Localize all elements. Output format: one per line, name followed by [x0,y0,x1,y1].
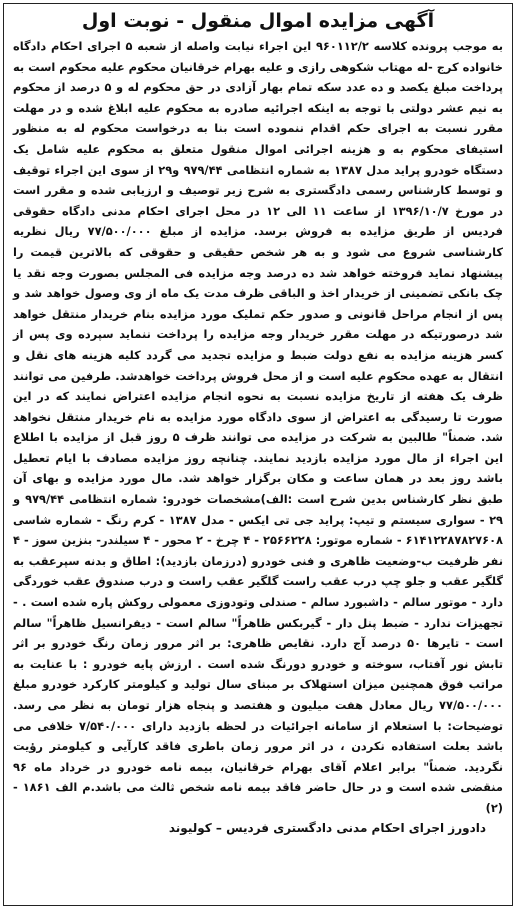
notice-body: به موجب پرونده کلاسه ۹۶۰۱۱۲/۲ این اجراء نیابت واصله از شعبه ۵ اجرای احکام دادگاه خانواده کرج -له مهتاب شکوهی رازی و علیه بهرام خرقانیان محکوم علیه محکوم است به پرداخت مبلغ یکصد و ده عدد سکه تمام بهار آزادی در حق محکوم له و ۵ درصد از محکوم به نیم عشر دولتی با توجه به اینکه اجرائیه صادره به محکوم علیه ابلاغ شده و در مهلت مقرر نسبت به اجرای حکم اقدام ننموده است بنا به درخواست محکوم له به منظور استیفای محکوم به و هزینه اجرائی اموال منقول متعلق به محکوم علیه شامل یک دستگاه خودرو پراید مدل ۱۳۸۷ به شماره انتظامی ۹۷۹/۴۴ و۲۹ از سوی این اجراء توقیف و توسط کارشناس رسمی دادگستری به شرح زیر توصیف و ارزیابی شده و مقرر است در مورخ ۱۳۹۶/۱۰/۷ از ساعت ۱۱ الی ۱۲ در محل اجرای احکام مدنی دادگاه حقوقی فردیس از طریق مزایده به فروش برسد. مزایده از مبلغ ۷۷/۵۰۰/۰۰۰ ریال نظریه کارشناسی شروع می شود و به هر شخص حقیقی و حقوقی که بالاترین قیمت را پیشنهاد نماید فروخته خواهد شد ده درصد وجه مزایده فی المجلس بصورت وجه نقد یا چک بانکی تضمینی از خریدار اخذ و الباقی ظرف مدت یک ماه از وی وصول خواهد شد و پس از انجام مراحل قانونی و صدور حکم تملیک مورد مزایده بنام خریدار منتقل خواهد شد درصورتیکه در مهلت مقرر خریدار وجه مزایده را پرداخت ننماید سپرده وی پس از کسر هزینه مزایده به نفع دولت ضبط و مزایده تجدید می گردد کلیه هزینه های نقل و انتقال به عهده محکوم علیه است و از محل فروش پرداخت خواهدشد. طرفین می توانند ظرف یک هفته از تاریخ مزایده نسبت به نحوه انجام مزایده اعتراض نمایند که در این صورت تا رسیدگی به اعتراض از سوی دادگاه مورد مزایده به نام خریدار منتقل نخواهد شد. ضمناً" طالبین به شرکت در مزایده می توانند ظرف ۵ روز قبل از مزایده با اطلاع این اجراء از مال مورد مزایده بازدید نمایند. چنانچه روز مزایده مصادف با ایام تعطیل باشد روز بعد در همان ساعت و مکان برگزار خواهد شد. مال مورد مزایده و بهای آن طبق نظر کارشناس بدین شرح است :الف)مشخصات خودرو: شماره انتظامی ۹۷۹/۴۴ و ۲۹ - سواری سیستم و تیپ: پراید جی تی ایکس - مدل ۱۳۸۷ - کرم رنگ - شماره شاسی ۶۱۴۱۲۲۸۷۸۲۷۶۰۸ - شماره موتور: ۲۵۶۶۲۲۸ - ۴ چرخ - ۲ محور - ۴ سیلندر- بنزین سوز - ۴ نفر ظرفیت ب-وضعیت ظاهری و فنی خودرو (درزمان بازدید): اطاق و بدنه سپرعقب به گلگیر عقب و جلو چپ درب عقب راست گلگیر عقب راست و درب صندوق عقب خوردگی دارد - موتور سالم - داشبورد سالم - صندلی وتودوزی معمولی روکش پاره شده است . - تجهیزات ندارد - ضبط پنل دار - گیربکس ظاهراً" سالم است - دیفرانسیل ظاهراً" سالم است - تایرها ۵۰ درصد آج دارد. نقایص ظاهری: بر اثر مرور زمان رنگ خودرو بر اثر تابش نور آفتاب، سوخته و خودرو دورنگ شده است . ارزش پایه خودرو : با عنایت به مراتب فوق همچنین میزان استهلاک بر مبنای سال تولید و کیلومتر کارکرد خودرو مبلغ ۷۷/۵۰۰/۰۰۰ ریال معادل هفت میلیون و هفتصد و پنجاه هزار تومان به نظر می رسد. توضیحات: با استعلام از سامانه اجرائیات در لحظه بازدید دارای ۷/۵۴۰/۰۰۰ خلافی می باشد بعلت استفاده نکردن ، در اثر مرور زمان باطری فاقد کارآیی و کیلومتر رؤیت نگردید. ضمناً" برابر اعلام آقای بهرام خرقانیان، بیمه نامه خودرو در خرداد ماه ۹۶ منقضی شده است و در حال حاضر فاقد بیمه نامه شخص ثالث می باشد.م الف ۱۸۶۱ -(۲) [13,39,504,815]
notice-frame [3,3,513,906]
notice-signature: دادورز اجرای احکام مدنی دادگستری فردیس – کولیوند [168,820,486,835]
notice-title: آگهی مزایده اموال منقول - نوبت اول [81,10,435,32]
